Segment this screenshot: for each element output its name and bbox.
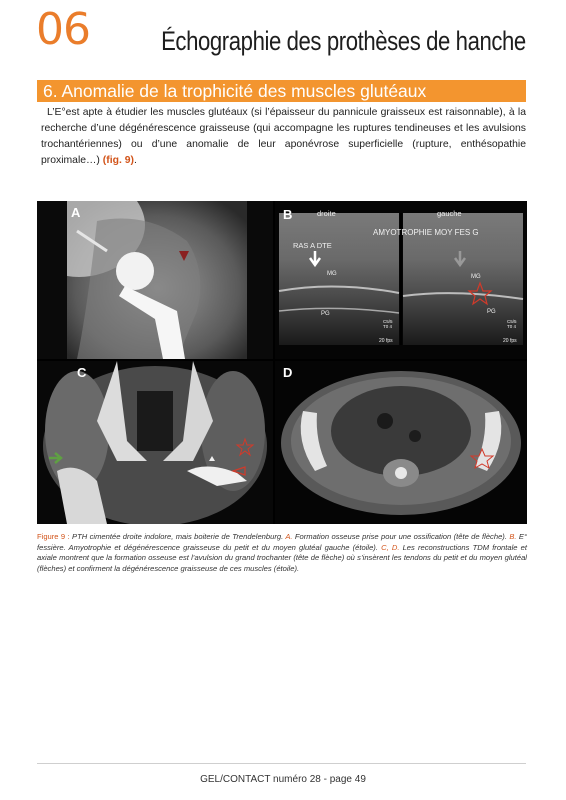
panel-a-letter: A bbox=[71, 205, 81, 220]
us-label-pg-left: PG bbox=[321, 311, 330, 317]
us-fps-right: 20 fps bbox=[503, 338, 517, 344]
panel-a-xray bbox=[37, 201, 273, 359]
panel-d-letter: D bbox=[283, 365, 293, 380]
xray-image bbox=[37, 201, 273, 359]
page-title: Échographie des prothèses de hanche bbox=[161, 26, 526, 56]
body-text-end: . bbox=[133, 155, 137, 166]
caption-letter-cd: C, D. bbox=[381, 542, 400, 552]
body-text: L’E°est apte à étudier les muscles glutéaux (si l’épaisseur du pannicule graisseux est raisonnable), à la recherche d’une dégénérescence graisseuse (qui accompagne les ruptures tendineuses et les avulsions trochantériennes) ou d’une anomalie de leur aponévrose superficielle (rupture, enthésopathie proximale…) bbox=[41, 107, 526, 166]
us-code-right: C5/5 T0 4 bbox=[507, 319, 517, 329]
us-label-droite: droite bbox=[317, 209, 336, 218]
us-fps-left: 20 fps bbox=[379, 338, 393, 344]
panel-c-ct-coronal bbox=[37, 361, 273, 524]
us-annotation-ras: RAS A DTE bbox=[293, 241, 332, 250]
ultrasound-image bbox=[275, 201, 527, 359]
caption-letter-a: A. bbox=[285, 532, 293, 541]
us-code-left: C5/5 T0 4 bbox=[383, 319, 393, 329]
panel-c-letter: C bbox=[77, 365, 87, 380]
section-title: 6. Anomalie de la trophicité des muscles glutéaux bbox=[43, 81, 427, 101]
figure-reference-link[interactable]: (fig. 9) bbox=[102, 155, 134, 166]
us-label-pg-right: PG bbox=[487, 309, 496, 315]
footer-divider bbox=[37, 763, 526, 764]
panel-b-ultrasound bbox=[275, 201, 527, 359]
panel-d-ct-axial bbox=[275, 361, 527, 524]
caption-text-3: E° fessière. Amyotrophie et dégénérescence graisseuse du petit et du moyen glutéal gauche (étoile). bbox=[37, 532, 528, 552]
us-annotation-amyotrophie: AMYOTROPHIE MOY FES G bbox=[373, 228, 479, 237]
us-label-mg-left: MG bbox=[327, 271, 337, 277]
caption-text-1: PTH cimentée droite indolore, mais boiterie de Trendelenburg. bbox=[69, 532, 286, 541]
body-paragraph bbox=[41, 105, 526, 169]
section-header-bar bbox=[37, 80, 526, 102]
figure-caption bbox=[37, 532, 527, 574]
chapter-number: 06 bbox=[36, 4, 90, 55]
caption-text-4: Les reconstructions TDM frontale et axiale montrent que la formation osseuse est l’avulsion du grand trochanter (tête de flèche) où s’insèrent les tendons du petit et du moyen glutéal (flèches) et confirment la dégénérescence graisseuse de ces muscles (étoile). bbox=[37, 542, 527, 573]
ct-coronal-image bbox=[37, 361, 273, 524]
caption-letter-b: B. bbox=[509, 532, 517, 541]
us-label-gauche: gauche bbox=[437, 209, 462, 218]
caption-label: Figure 9 : bbox=[37, 532, 70, 541]
figure-9 bbox=[37, 201, 527, 524]
page-footer: GEL/CONTACT numéro 28 - page 49 bbox=[200, 774, 366, 785]
panel-b-letter: B bbox=[283, 207, 293, 222]
caption-text-2: Formation osseuse prise pour une ossification (tête de flèche). bbox=[292, 532, 510, 541]
us-label-mg-right: MG bbox=[471, 274, 481, 280]
ct-axial-image bbox=[275, 361, 527, 524]
